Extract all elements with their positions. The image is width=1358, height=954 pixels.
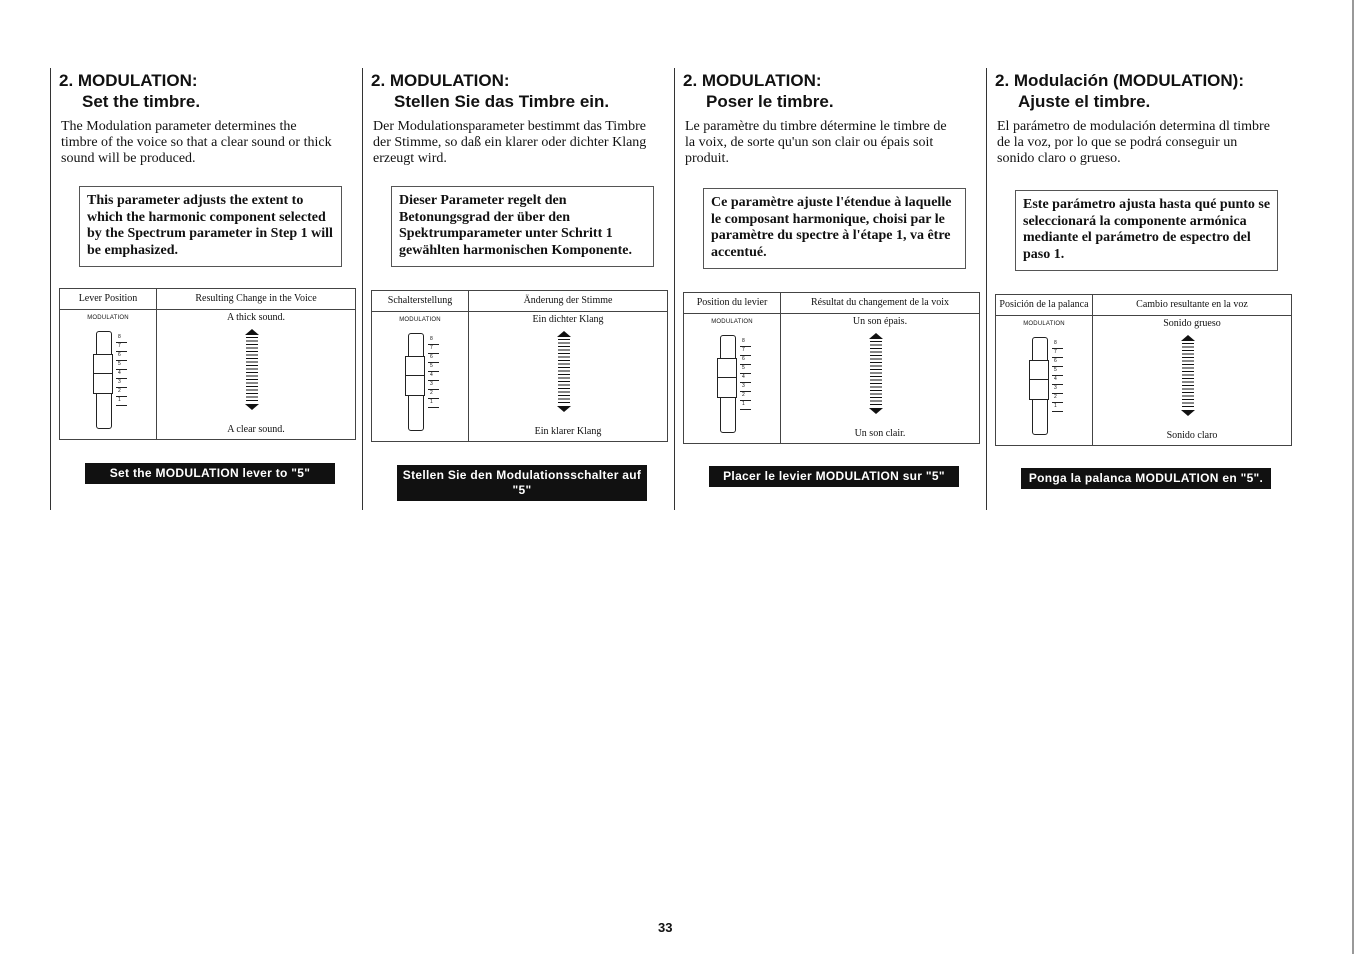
note-box: Este parámetro ajusta hasta qué punto se seleccionará la componente armónica mediante el parámetro de espectro del paso 1. [1015, 190, 1278, 271]
modulation-lever-knob [93, 354, 113, 394]
lever-table [59, 288, 356, 440]
page-number: 33 [658, 920, 673, 935]
modulation-lever-knob [717, 358, 737, 398]
lever-scale: 8 7 6 5 4 3 2 1 [1052, 341, 1064, 413]
clear-sound-label: Ein klarer Klang [534, 426, 602, 437]
lever-scale: 8 7 6 5 4 3 2 1 [740, 339, 752, 411]
page-edge-line [1352, 0, 1354, 954]
modulation-lever-knob [405, 356, 425, 396]
note-box: This parameter adjusts the extent to which the harmonic component selected by the Spectrum parameter in Step 1 will be emphasized. [79, 186, 342, 267]
heading-line-2: Stellen Sie das Timbre ein. [394, 92, 610, 111]
clear-sound-label: Un son clair. [854, 428, 906, 439]
lever-table [995, 294, 1292, 446]
header-resulting-change: Resulting Change in the Voice [195, 293, 317, 304]
section-heading [59, 70, 341, 112]
header-lever-position: Lever Position [78, 293, 138, 304]
intro-text: El parámetro de modulación determina dl timbre de la voz, por lo que se podrá conseguir un sonido claro o grueso. [997, 119, 1270, 166]
lever-label: MODULATION [399, 317, 441, 323]
thick-sound-label: Sonido grueso [1163, 318, 1221, 329]
thick-sound-label: Un son épais. [852, 316, 908, 327]
lever-table [371, 290, 668, 442]
instruction-banner: Placer le levier MODULATION sur "5" [709, 466, 959, 487]
intro-text: Le paramètre du timbre détermine le timbre de la voix, de sorte qu'un son clair ou épais soit produit. [685, 119, 947, 166]
double-arrow-icon [868, 333, 884, 414]
clear-sound-label: A clear sound. [227, 424, 285, 435]
header-resulting-change: Résultat du changement de la voix [810, 297, 950, 308]
instruction-banner: Ponga la palanca MODULATION en "5". [1021, 468, 1271, 489]
section-german [362, 68, 653, 510]
lever-scale: 8 7 6 5 4 3 2 1 [116, 335, 128, 407]
double-arrow-icon [1180, 335, 1196, 416]
intro-text: Der Modulationsparameter bestimmt das Timbre der Stimme, so daß ein klarer oder dichter Klang erzeugt wird. [373, 119, 647, 166]
intro-text: The Modulation parameter determines the timbre of the voice so that a clear sound or thick sound will be produced. [61, 119, 332, 166]
heading-line-1: 2. Modulación (MODULATION): [995, 71, 1244, 90]
section-heading [683, 70, 965, 112]
note-box: Ce paramètre ajuste l'étendue à laquelle le composant harmonique, choisi par le paramètre du spectre à l'étape 1, va être accentué. [703, 188, 966, 269]
lever-label: MODULATION [1023, 321, 1065, 327]
section-spanish [986, 68, 1277, 510]
note-box: Dieser Parameter regelt den Betonungsgrad der über den Spektrumparameter unter Schritt 1 gewählten harmonischen Komponente. [391, 186, 654, 267]
thick-sound-label: A thick sound. [226, 312, 286, 323]
heading-line-1: 2. MODULATION: [683, 71, 822, 90]
thick-sound-label: Ein dichter Klang [532, 314, 604, 325]
heading-line-2: Set the timbre. [82, 92, 201, 111]
heading-line-1: 2. MODULATION: [371, 71, 510, 90]
section-french [674, 68, 965, 510]
lever-table [683, 292, 980, 444]
header-lever-position: Schalterstellung [387, 295, 453, 306]
header-resulting-change: Cambio resultante en la voz [1136, 299, 1248, 310]
header-lever-position: Posición de la palanca [999, 299, 1089, 310]
instruction-banner: Stellen Sie den Modulationsschalter auf "5" [397, 465, 647, 501]
modulation-lever-knob [1029, 360, 1049, 400]
instruction-banner: Set the MODULATION lever to "5" [85, 463, 335, 484]
clear-sound-label: Sonido claro [1166, 430, 1218, 441]
section-heading [371, 70, 653, 112]
lever-scale: 8 7 6 5 4 3 2 1 [428, 337, 440, 409]
lever-label: MODULATION [87, 315, 129, 321]
section-english [50, 68, 341, 510]
header-lever-position: Position du levier [696, 297, 768, 308]
heading-line-2: Poser le timbre. [706, 92, 834, 111]
heading-line-2: Ajuste el timbre. [1018, 92, 1151, 111]
heading-line-1: 2. MODULATION: [59, 71, 198, 90]
double-arrow-icon [244, 329, 260, 410]
lever-label: MODULATION [711, 319, 753, 325]
header-resulting-change: Änderung der Stimme [523, 295, 613, 306]
section-heading [995, 70, 1277, 112]
double-arrow-icon [556, 331, 572, 412]
